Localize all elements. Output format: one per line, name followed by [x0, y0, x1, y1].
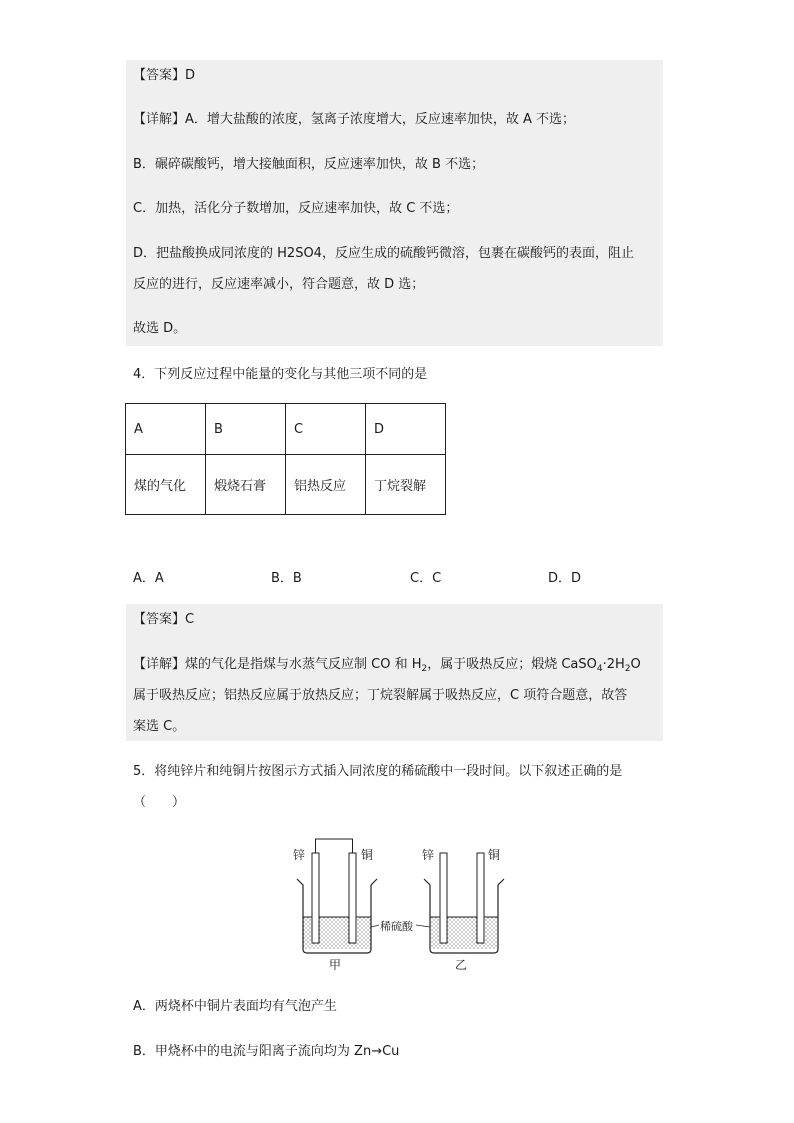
copper-electrode — [349, 853, 356, 943]
leader-line — [371, 925, 379, 927]
answer-value: C — [185, 612, 195, 627]
galvanic-cell-figure — [285, 835, 510, 975]
leader-line — [416, 925, 430, 927]
table-header: D — [366, 404, 446, 455]
beaker-caption: 乙 — [455, 958, 468, 972]
options-table — [125, 403, 446, 515]
detail-line-6: 故选 D。 — [133, 321, 187, 336]
zinc-electrode — [440, 853, 447, 943]
detail-line-q4-3: 案选 C。 — [133, 719, 186, 734]
detail-line-3: C．加热，活化分子数增加，反应速率加快，故 C 不选； — [133, 201, 459, 216]
table-cell: 煤的气化 — [126, 455, 206, 515]
copper-label: 铜 — [488, 848, 501, 862]
question-stem-q4: 4．下列反应过程中能量的变化与其他三项不同的是 — [133, 367, 428, 382]
detail-line-1: 【详解】A．增大盐酸的浓度，氢离子浓度增大，反应速率加快，故 A 不选； — [133, 112, 576, 127]
choice-a: A．A — [133, 571, 164, 586]
copper-label: 铜 — [361, 848, 374, 862]
zinc-label: 锌 — [293, 848, 306, 862]
question-paren-q5: （ ） — [133, 795, 186, 810]
table-cell: 丁烷裂解 — [366, 455, 446, 515]
beaker-jia — [293, 839, 377, 972]
zinc-label: 锌 — [422, 848, 435, 862]
beaker-caption: 甲 — [329, 958, 342, 972]
detail-line-5: 反应的进行，反应速率减小，符合题意，故 D 选； — [133, 277, 425, 292]
table-cell: 煅烧石膏 — [206, 455, 286, 515]
choice-d: D．D — [548, 571, 582, 586]
choice-c: C．C — [410, 571, 442, 586]
beaker-yi — [422, 847, 504, 972]
question-stem-q5: 5．将纯锌片和纯铜片按图示方式插入同浓度的稀硫酸中一段时间。以下叙述正确的是 — [133, 764, 623, 779]
table-header: B — [206, 404, 286, 455]
detail-line-2: B．碾碎碳酸钙，增大接触面积，反应速率加快，故 B 不选； — [133, 157, 485, 172]
table-header: A — [126, 404, 206, 455]
acid-label: 稀硫酸 — [380, 920, 413, 933]
table-cell: 铝热反应 — [286, 455, 366, 515]
option-a-q5: A．两烧杯中铜片表面均有气泡产生 — [133, 999, 337, 1014]
table-header: C — [286, 404, 366, 455]
zinc-electrode — [312, 853, 319, 943]
detail-line-4: D．把盐酸换成同浓度的 H2SO4，反应生成的硫酸钙微溶，包裹在碳酸钙的表面，阻止 — [133, 246, 634, 261]
answer-label: 【答案】 — [133, 68, 186, 83]
answer-value: D — [185, 68, 196, 83]
copper-electrode — [477, 853, 484, 943]
answer-label: 【答案】 — [133, 612, 186, 627]
detail-line-q4-2: 属于吸热反应；铝热反应属于放热反应；丁烷裂解属于吸热反应，C 项符合题意，故答 — [133, 688, 628, 703]
answer-line-q4 — [133, 611, 194, 629]
choice-b: B．B — [271, 571, 302, 586]
detail-line-q4-1: 【详解】煤的气化是指煤与水蒸气反应制 CO 和 $H_2$，属于吸热反应；煅烧 $CaSO_4\cdot 2H_2O$ — [133, 657, 641, 674]
option-b-q5: B．甲烧杯中的电流与阳离子流向均为 Zn→Cu — [133, 1044, 400, 1059]
answer-line-q3 — [133, 67, 195, 85]
connecting-wire — [316, 839, 353, 853]
